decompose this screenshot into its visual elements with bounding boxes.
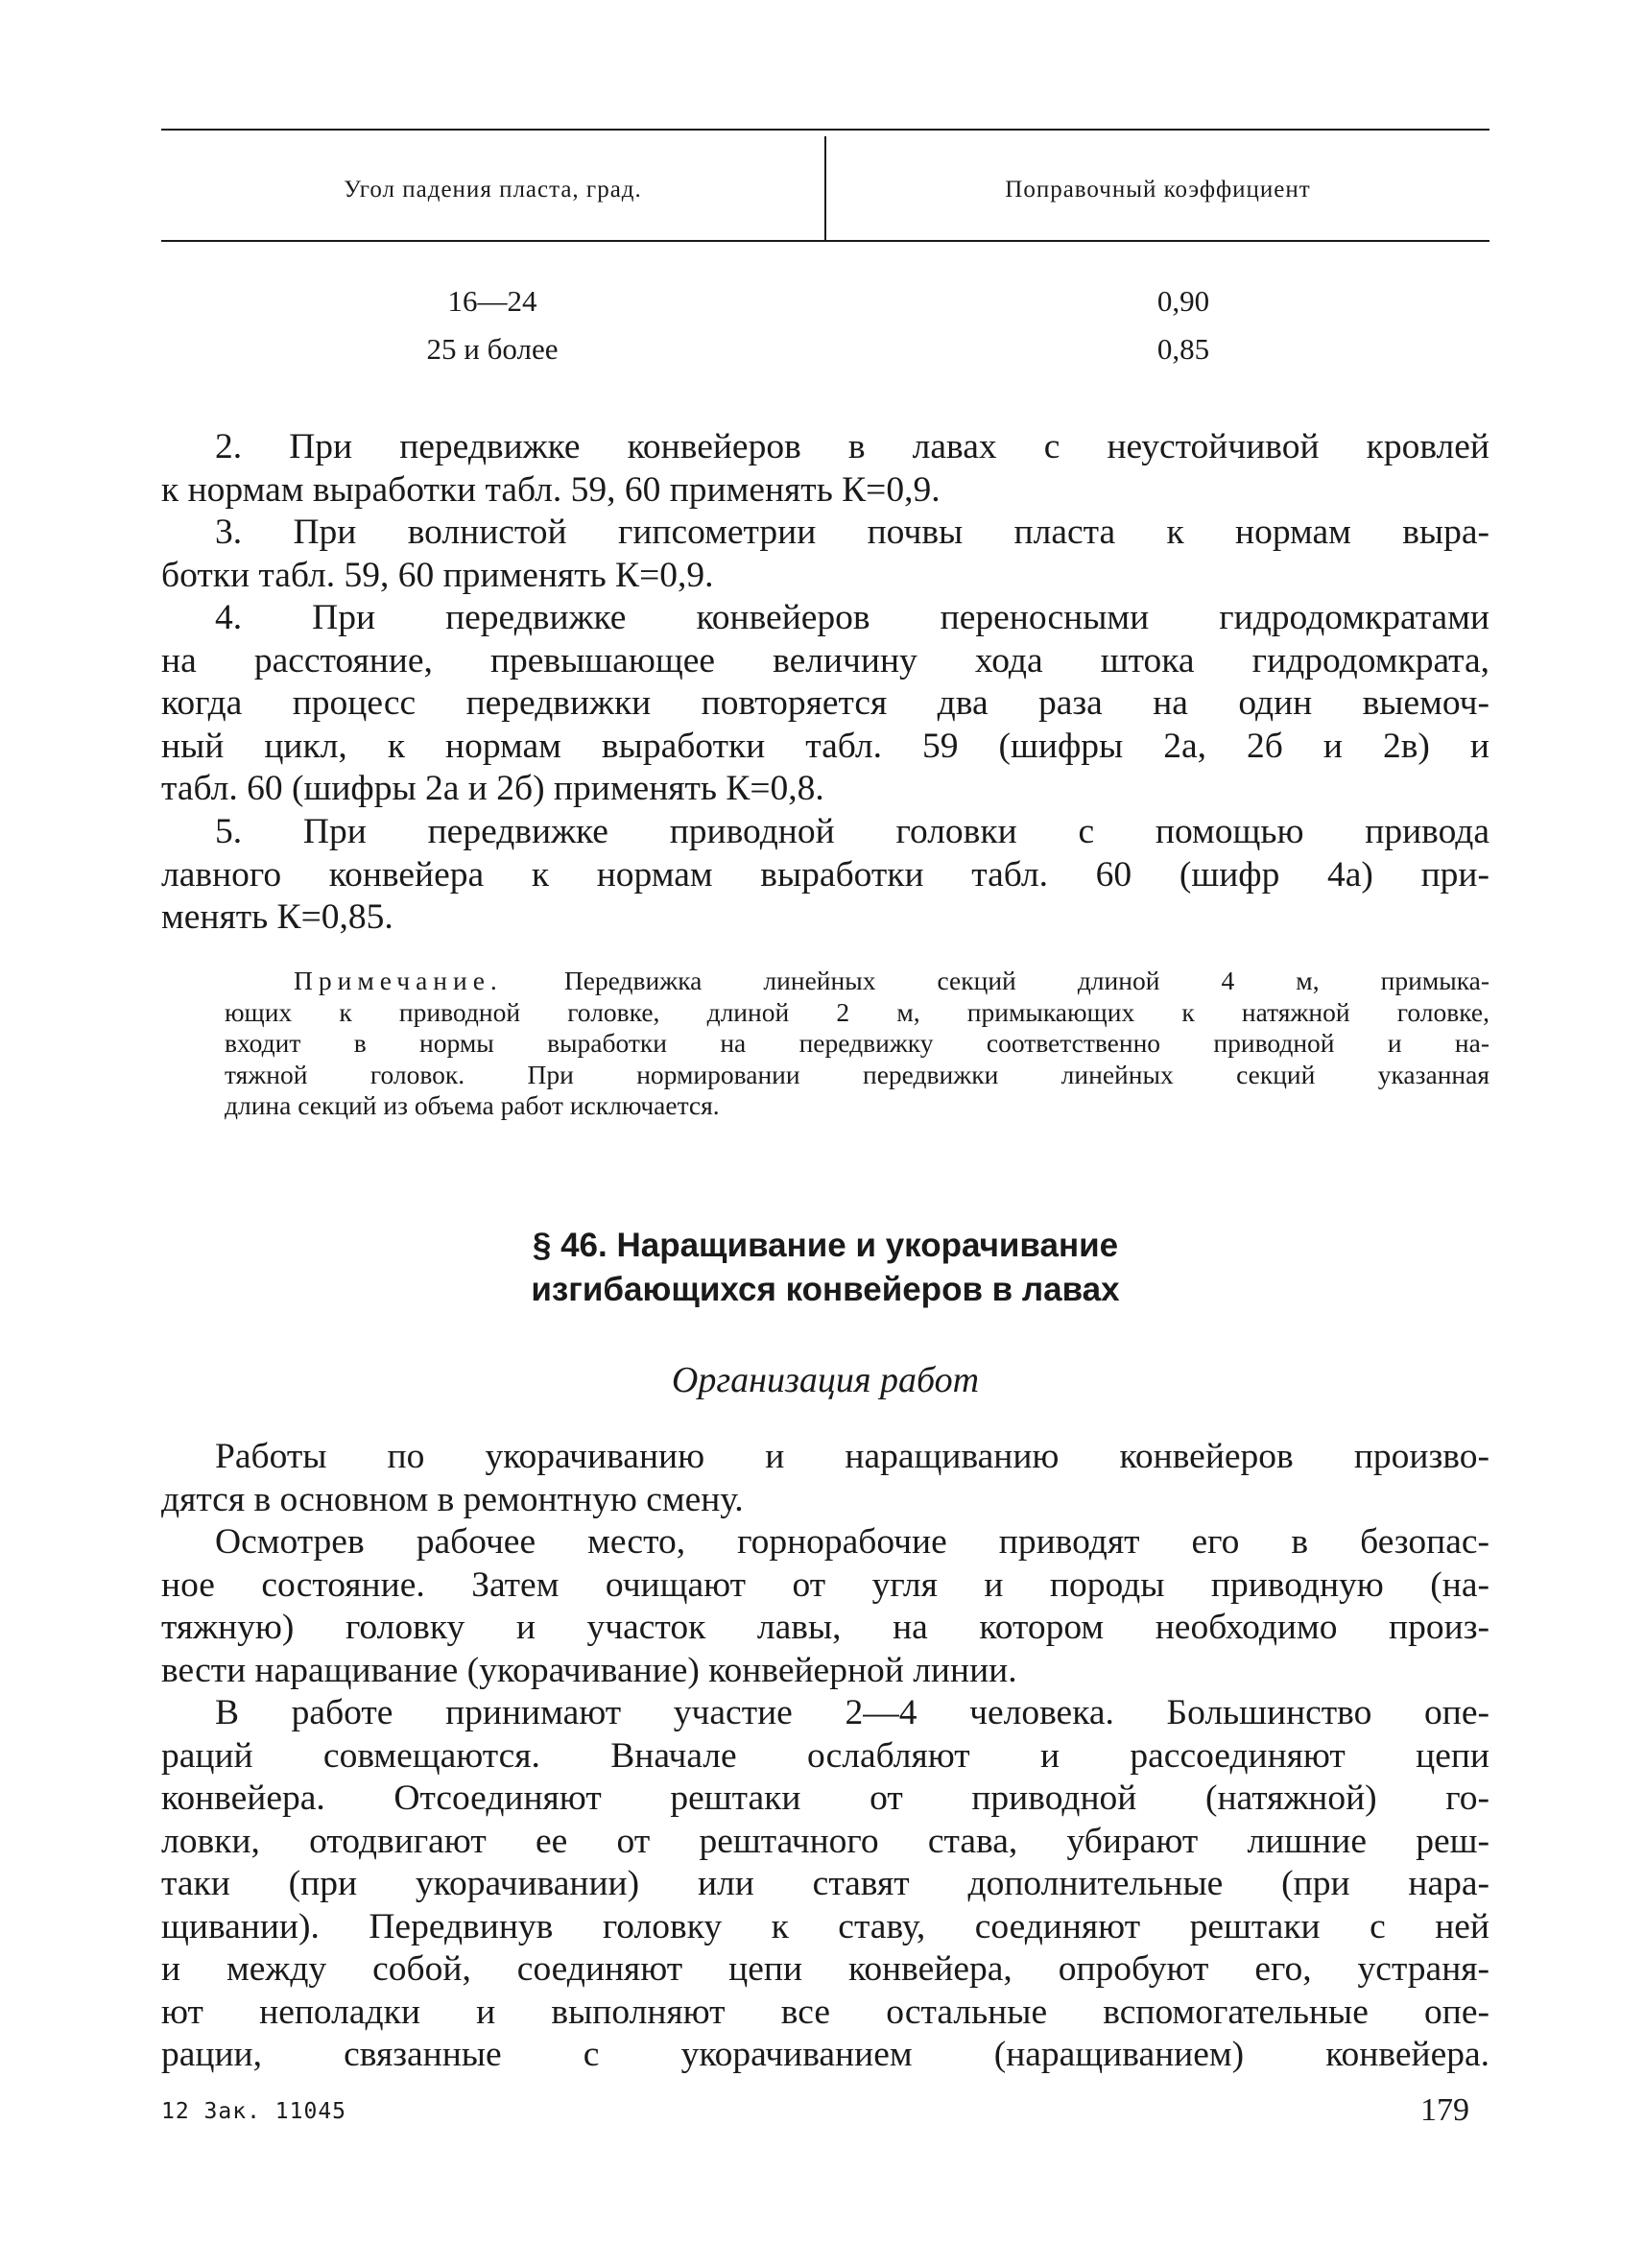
table-header-angle: Угол падения пласта, град. xyxy=(344,177,642,203)
body-paragraph-2: Осмотрев рабочее место, горнорабочие приводят его в безопас- ное состояние. Затем очищают от угля и породы приводную (на- тяжную) головку и участок лавы, на котором необходимо произ- вести наращивание (укорачивание) конвейерной линии. xyxy=(161,1522,1489,1690)
section-subtitle: Организация работ xyxy=(671,1360,980,1400)
paragraph-2: 2. При передвижке конвейеров в лавах с неустойчивой кровлей к нормам выработки табл. 59, 60 применять К=0,9. xyxy=(161,427,1489,510)
note-block: Примечание. Передвижка линейных секций длиной 4 м, примыка- ющих к приводной головке, длиной 2 м, примыкающих к натяжной головке, входит в нормы выработки на передвижку соответственно приводной и на- тяжной головок. При нормировании передвижки линейных секций указанная длина секций из объема работ исключается. xyxy=(225,966,1489,1120)
table-cell-angle: 16—24 xyxy=(447,284,537,318)
section-title: § 46. Наращивание и укорачивание изгибающихся конвейеров в лавах xyxy=(531,1227,1120,1308)
body-paragraph-3: В работе принимают участие 2—4 человека. Большинство опе- раций совмещаются. Вначале ослабляют и рассоединяют цепи конвейера. Отсоединяют рештаки от приводной (натяжной) го- ловки, отодвигают ее от рештачного става, убирают лишние реш- таки (при укорачивании) или ставят дополнительные (при нара- щивании). Передвинув головку к ставу, соединяют рештаки с ней и между собой, соединяют цепи конвейера, опробуют его, устраня- ют неполадки и выполняют все остальные вспомогательные опе- рации, связанные с укорачиванием (наращиванием) конвейера. xyxy=(161,1693,1489,2074)
table-row xyxy=(161,284,1489,324)
coefficient-table xyxy=(161,129,1489,417)
paragraph-5: 5. При передвижке приводной головки с помощью привода лавного конвейера к нормам выработки табл. 60 (шифр 4а) при- менять К=0,85. xyxy=(161,812,1489,937)
table-cell-coefficient: 0,90 xyxy=(1156,284,1210,318)
paragraph-3: 3. При волнистой гипсометрии почвы пласта к нормам выра- ботки табл. 59, 60 применять К=0,9. xyxy=(161,513,1489,595)
body-paragraph-1: Работы по укорачиванию и наращиванию конвейеров произво- дятся в основном в ремонтную смену. xyxy=(161,1437,1489,1519)
note-label: Примечание. xyxy=(294,966,503,995)
page-number: 179 xyxy=(1420,2092,1469,2128)
table-top-rule xyxy=(161,129,1489,131)
order-number: 12 Зак. 11045 xyxy=(161,2099,347,2124)
table-header-coefficient: Поправочный коэффициент xyxy=(1005,177,1311,203)
table-cell-coefficient: 0,85 xyxy=(1156,332,1210,366)
table-row xyxy=(161,332,1489,372)
table-cell-angle: 25 и более xyxy=(426,332,559,366)
table-header-rule xyxy=(161,240,1489,242)
paragraph-4: 4. При передвижке конвейеров переносными гидродомкратами на расстояние, превышающее величину хода штока гидродомкрата, когда процесс передвижки повторяется два раза на один выемоч- ный цикл, к нормам выработки табл. 59 (шифры 2а, 2б и 2в) и табл. 60 (шифры 2а и 2б) применять К=0,8. xyxy=(161,598,1489,808)
